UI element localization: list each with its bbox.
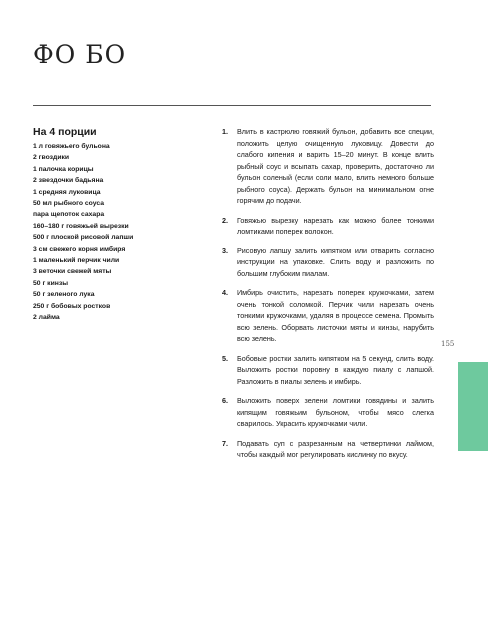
ingredient-item: 2 лайма <box>33 314 60 322</box>
step-text: Рисовую лапшу залить кипятком или отварить согласно инструкции на упаковке. Слить воду и разложить по большим глубоким пиалам. <box>237 245 434 278</box>
ingredient-item: 50 г зеленого лука <box>33 291 95 299</box>
ingredient-item: 2 гвоздики <box>33 154 70 162</box>
ingredient-item: 1 л говяжьего бульона <box>33 143 110 150</box>
ingredient-item: 250 г бобовых ростков <box>33 302 111 310</box>
ingredient-item: 1 маленький перчик чили <box>33 257 120 265</box>
step-text: Бобовые ростки залить кипятком на 5 секунд, слить воду. Выложить ростки поровну в каждую пиалу с лапшой. Разложить в пиалы зелень и имбирь. <box>237 353 434 386</box>
step-number: 1. <box>222 127 228 136</box>
servings-heading: На 4 порции <box>33 126 97 138</box>
step-item <box>222 353 434 388</box>
step-item <box>222 438 434 461</box>
ingredient-item: 1 средняя луковица <box>33 188 101 196</box>
step-item <box>222 245 434 280</box>
ingredient-item: 2 звездочки бадьяна <box>33 177 104 185</box>
step-number: 4. <box>222 288 228 297</box>
step-item <box>222 215 434 238</box>
ingredient-item: 160–180 г говяжьей вырезки <box>33 222 129 230</box>
step-text: Имбирь очистить, нарезать поперек кружочками, затем очень тонкой соломкой. Перчик чили нарезать очень тонкими кружочками, удаляя в процессе семена. Промыть всю зелень. Оборвать листочки мяты и кинзы, нарубить всю зелень. <box>237 288 434 343</box>
page-number: 155 <box>441 340 455 348</box>
ingredient-item: 3 веточки свежей мяты <box>33 268 112 276</box>
ingredient-list <box>33 141 133 324</box>
step-text: Выложить поверх зелени ломтики говядины и залить кипящим говяжьим бульоном, чтобы мясо слегка сварилось. Украсить кружочками чили. <box>237 396 434 428</box>
step-number: 2. <box>222 215 228 225</box>
ingredient-item: 3 см свежего корня имбиря <box>33 245 126 253</box>
step-item <box>222 287 434 345</box>
page-title: ФО БО <box>33 40 127 69</box>
step-number: 7. <box>222 438 228 448</box>
ingredient-item: пара щепоток сахара <box>33 211 105 219</box>
step-number: 3. <box>222 245 228 255</box>
ingredient-item: 500 г плоской рисовой лапши <box>33 234 134 242</box>
step-text: Влить в кастрюлю говяжий бульон, добавить все специи, положить целую очищенную луковицу. Довести до слабого кипения и варить 15–20 минут. В конце влить рыбный соус и всыпать сахар, проверить, достаточно ли бульон соленый (если соли мало, влить немного больше рыбного соуса). Держать бульон на минимальном огне горячим до подачи. <box>237 127 434 205</box>
step-text: Подавать суп с разрезанным на четвертинки лаймом, чтобы каждый мог регулировать кислинку по вкусу. <box>237 438 434 459</box>
ingredient-item: 1 палочка корицы <box>33 165 94 173</box>
step-item <box>222 395 434 430</box>
title-divider <box>33 105 431 106</box>
chapter-tab <box>458 362 488 451</box>
method-steps <box>222 126 434 461</box>
step-number: 6. <box>222 396 228 405</box>
ingredient-item: 50 мл рыбного соуса <box>33 200 104 208</box>
ingredient-item: 50 г кинзы <box>33 279 69 287</box>
step-text: Говяжью вырезку нарезать как можно более тонкими ломтиками поперек волокон. <box>237 215 434 236</box>
step-item <box>222 126 434 207</box>
step-number: 5. <box>222 353 228 363</box>
